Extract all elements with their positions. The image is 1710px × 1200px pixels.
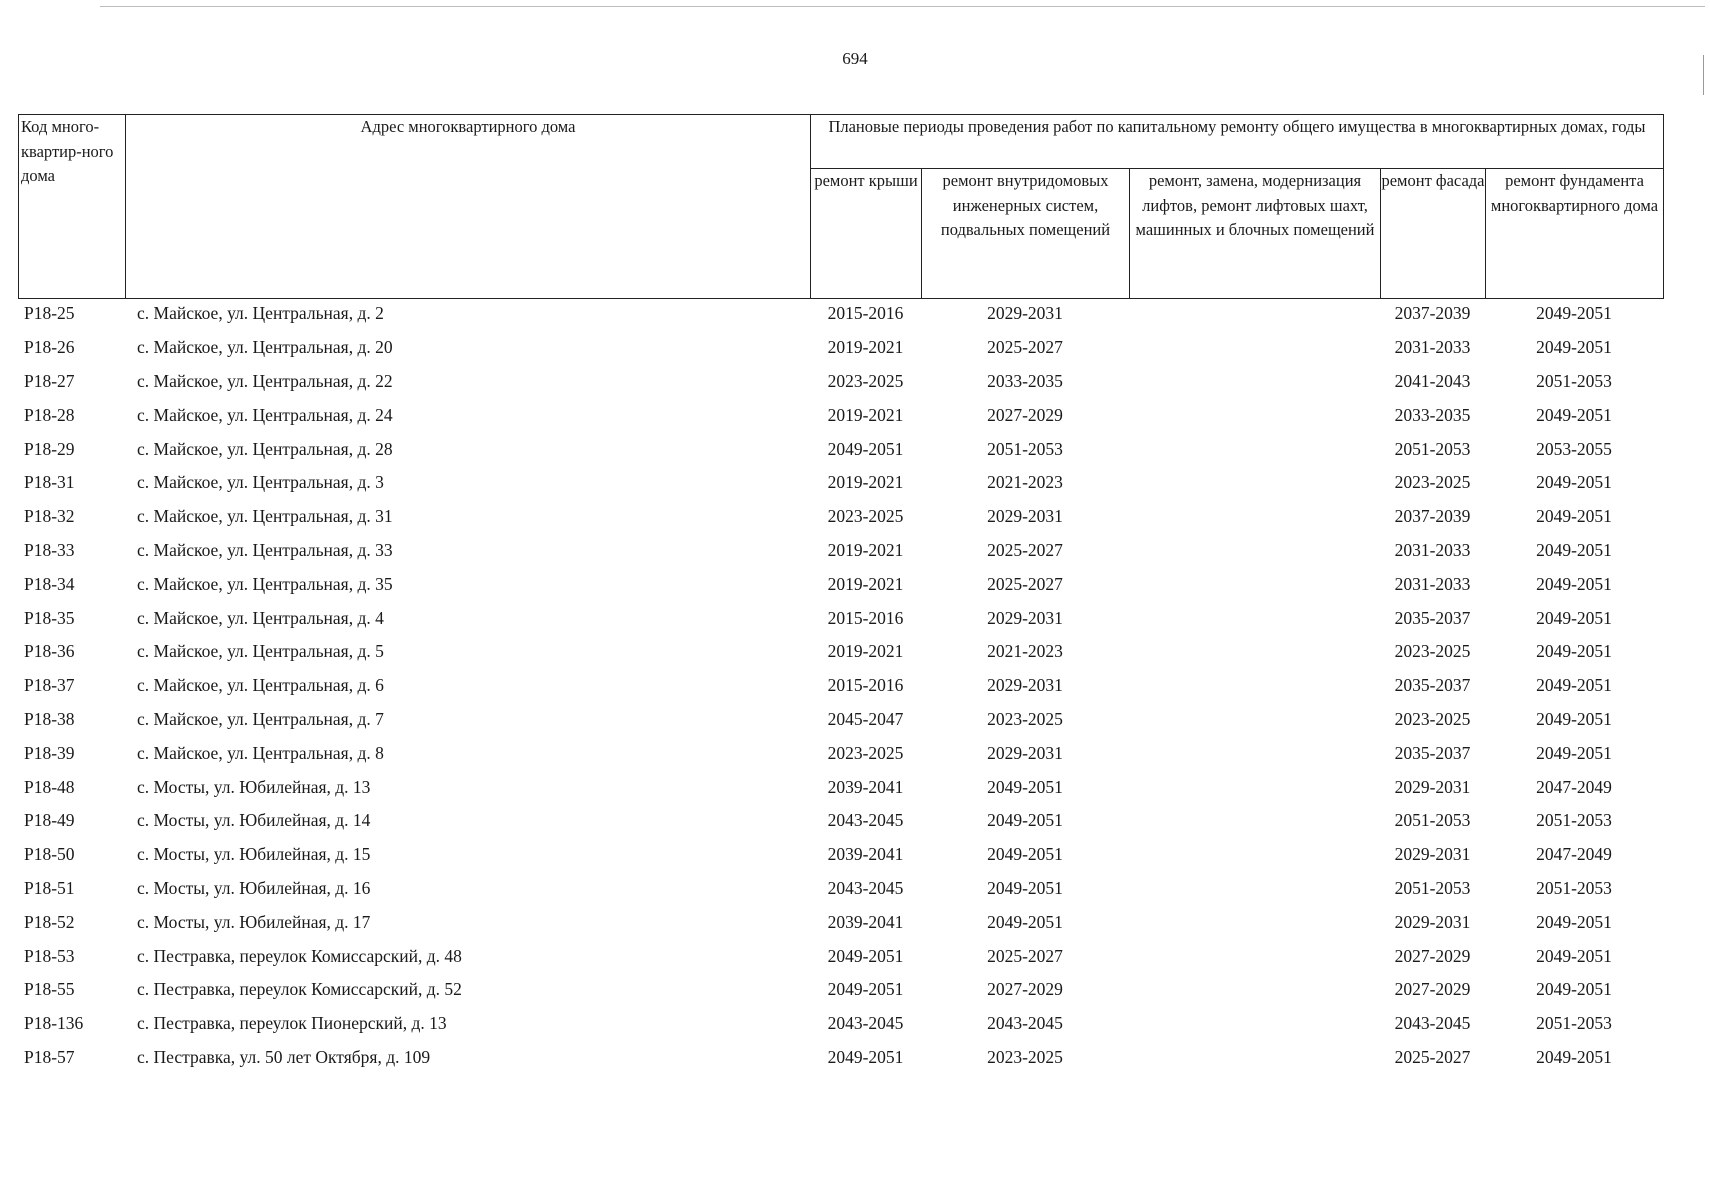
table-row: [18, 331, 1663, 365]
facade-period-cell: 2051-2053: [1394, 438, 1471, 459]
roof-period-cell: 2043-2045: [827, 1013, 904, 1034]
roof-period-cell: 2019-2021: [827, 472, 904, 493]
house-code-cell: P18-50: [24, 844, 75, 865]
facade-period-cell: 2035-2037: [1394, 675, 1471, 696]
facade-period-cell: 2023-2025: [1394, 708, 1471, 729]
foundation-period-cell: 2053-2055: [1536, 438, 1612, 459]
roof-period-cell: 2043-2045: [827, 810, 904, 831]
elevators-period-cell: [1129, 331, 1380, 365]
engineering-period-cell: 2029-2031: [987, 303, 1063, 324]
engineering-period-cell: 2021-2023: [987, 641, 1063, 662]
table-row: [18, 365, 1663, 399]
address-cell: с. Майское, ул. Центральная, д. 3: [137, 472, 384, 493]
table-row: [18, 466, 1663, 500]
roof-period-cell: 2045-2047: [827, 708, 904, 729]
address-cell: с. Майское, ул. Центральная, д. 6: [137, 675, 384, 696]
house-code-cell: P18-26: [24, 337, 75, 358]
house-code-cell: P18-49: [24, 810, 75, 831]
roof-period-cell: 2019-2021: [827, 337, 904, 358]
roof-period-cell: 2049-2051: [827, 438, 904, 459]
table-row: [18, 635, 1663, 669]
facade-period-cell: 2023-2025: [1394, 641, 1471, 662]
header-periods: Плановые периоды проведения работ по капитальному ремонту общего имущества в многоквартирных домах, годы: [811, 115, 1664, 169]
address-cell: с. Майское, ул. Центральная, д. 24: [137, 404, 393, 425]
engineering-period-cell: 2049-2051: [987, 810, 1063, 831]
roof-period-cell: 2043-2045: [827, 877, 904, 898]
address-cell: с. Майское, ул. Центральная, д. 7: [137, 708, 384, 729]
roof-period-cell: 2023-2025: [827, 506, 904, 527]
address-cell: с. Мосты, ул. Юбилейная, д. 17: [137, 911, 371, 932]
header-facade: ремонт фасада: [1381, 169, 1486, 299]
engineering-period-cell: 2027-2029: [987, 404, 1063, 425]
engineering-period-cell: 2029-2031: [987, 506, 1063, 527]
engineering-period-cell: 2049-2051: [987, 776, 1063, 797]
engineering-period-cell: 2025-2027: [987, 539, 1063, 560]
facade-period-cell: 2037-2039: [1394, 506, 1471, 527]
table-row: [18, 500, 1663, 534]
foundation-period-cell: 2049-2051: [1536, 675, 1612, 696]
facade-period-cell: 2031-2033: [1394, 573, 1471, 594]
roof-period-cell: 2015-2016: [827, 607, 904, 628]
elevators-period-cell: [1129, 635, 1380, 669]
house-code-cell: P18-34: [24, 573, 75, 594]
table-row: [18, 534, 1663, 568]
address-cell: с. Майское, ул. Центральная, д. 2: [137, 303, 384, 324]
roof-period-cell: 2039-2041: [827, 776, 904, 797]
table-row: [18, 804, 1663, 838]
house-code-cell: P18-38: [24, 708, 75, 729]
facade-period-cell: 2043-2045: [1394, 1013, 1471, 1034]
roof-period-cell: 2023-2025: [827, 370, 904, 391]
foundation-period-cell: 2049-2051: [1536, 539, 1612, 560]
foundation-period-cell: 2049-2051: [1536, 641, 1612, 662]
header-code: Код много-квартир-ного дома: [19, 115, 126, 299]
table-rows: [18, 297, 1663, 1074]
table-row: [18, 398, 1663, 432]
house-code-cell: P18-31: [24, 472, 75, 493]
address-cell: с. Мосты, ул. Юбилейная, д. 15: [137, 844, 371, 865]
roof-period-cell: 2023-2025: [827, 742, 904, 763]
foundation-period-cell: 2051-2053: [1536, 1013, 1612, 1034]
facade-period-cell: 2027-2029: [1394, 979, 1471, 1000]
header-elevators: ремонт, замена, модернизация лифтов, ремонт лифтовых шахт, машинных и блочных помещений: [1130, 169, 1381, 299]
table-body: [18, 297, 1663, 1074]
foundation-period-cell: 2049-2051: [1536, 945, 1612, 966]
address-cell: с. Майское, ул. Центральная, д. 33: [137, 539, 393, 560]
house-code-cell: P18-25: [24, 303, 75, 324]
facade-period-cell: 2037-2039: [1394, 303, 1471, 324]
house-code-cell: P18-35: [24, 607, 75, 628]
table-row: [18, 601, 1663, 635]
house-code-cell: P18-52: [24, 911, 75, 932]
table-row: [18, 770, 1663, 804]
elevators-period-cell: [1129, 365, 1380, 399]
address-cell: с. Майское, ул. Центральная, д. 22: [137, 370, 393, 391]
roof-period-cell: 2039-2041: [827, 911, 904, 932]
engineering-period-cell: 2049-2051: [987, 911, 1063, 932]
elevators-period-cell: [1129, 973, 1380, 1007]
table-row: [18, 939, 1663, 973]
address-cell: с. Майское, ул. Центральная, д. 20: [137, 337, 393, 358]
facade-period-cell: 2029-2031: [1394, 776, 1471, 797]
foundation-period-cell: 2049-2051: [1536, 506, 1612, 527]
elevators-period-cell: [1129, 1041, 1380, 1075]
roof-period-cell: 2039-2041: [827, 844, 904, 865]
table-row: [18, 905, 1663, 939]
foundation-period-cell: 2051-2053: [1536, 810, 1612, 831]
elevators-period-cell: [1129, 432, 1380, 466]
address-cell: с. Пестравка, переулок Пионерский, д. 13: [137, 1013, 447, 1034]
address-cell: с. Майское, ул. Центральная, д. 4: [137, 607, 384, 628]
address-cell: с. Мосты, ул. Юбилейная, д. 16: [137, 877, 371, 898]
roof-period-cell: 2015-2016: [827, 675, 904, 696]
elevators-period-cell: [1129, 398, 1380, 432]
foundation-period-cell: 2049-2051: [1536, 337, 1612, 358]
roof-period-cell: 2049-2051: [827, 979, 904, 1000]
foundation-period-cell: 2049-2051: [1536, 404, 1612, 425]
elevators-period-cell: [1129, 703, 1380, 737]
facade-period-cell: 2025-2027: [1394, 1046, 1471, 1067]
house-code-cell: P18-36: [24, 641, 75, 662]
table-row: [18, 736, 1663, 770]
house-code-cell: P18-53: [24, 945, 75, 966]
foundation-period-cell: 2049-2051: [1536, 742, 1612, 763]
roof-period-cell: 2049-2051: [827, 1046, 904, 1067]
house-code-cell: P18-32: [24, 506, 75, 527]
roof-period-cell: 2019-2021: [827, 573, 904, 594]
house-code-cell: P18-37: [24, 675, 75, 696]
roof-period-cell: 2049-2051: [827, 945, 904, 966]
house-code-cell: P18-48: [24, 776, 75, 797]
foundation-period-cell: 2049-2051: [1536, 708, 1612, 729]
address-cell: с. Мосты, ул. Юбилейная, д. 14: [137, 810, 371, 831]
address-cell: с. Майское, ул. Центральная, д. 8: [137, 742, 384, 763]
engineering-period-cell: 2027-2029: [987, 979, 1063, 1000]
elevators-period-cell: [1129, 567, 1380, 601]
engineering-period-cell: 2029-2031: [987, 675, 1063, 696]
table-row: [18, 1041, 1663, 1075]
facade-period-cell: 2035-2037: [1394, 742, 1471, 763]
elevators-period-cell: [1129, 466, 1380, 500]
header-engineering: ремонт внутридомовых инженерных систем, подвальных помещений: [922, 169, 1130, 299]
engineering-period-cell: 2023-2025: [987, 1046, 1063, 1067]
facade-period-cell: 2023-2025: [1394, 472, 1471, 493]
engineering-period-cell: 2025-2027: [987, 573, 1063, 594]
foundation-period-cell: 2049-2051: [1536, 1046, 1612, 1067]
table-row: [18, 669, 1663, 703]
address-cell: с. Мосты, ул. Юбилейная, д. 13: [137, 776, 371, 797]
elevators-period-cell: [1129, 736, 1380, 770]
facade-period-cell: 2029-2031: [1394, 844, 1471, 865]
foundation-period-cell: 2051-2053: [1536, 370, 1612, 391]
engineering-period-cell: 2029-2031: [987, 607, 1063, 628]
facade-period-cell: 2029-2031: [1394, 911, 1471, 932]
address-cell: с. Пестравка, ул. 50 лет Октября, д. 109: [137, 1046, 431, 1067]
engineering-period-cell: 2023-2025: [987, 708, 1063, 729]
elevators-period-cell: [1129, 601, 1380, 635]
table-row: [18, 567, 1663, 601]
facade-period-cell: 2027-2029: [1394, 945, 1471, 966]
foundation-period-cell: 2049-2051: [1536, 472, 1612, 493]
foundation-period-cell: 2049-2051: [1536, 979, 1612, 1000]
roof-period-cell: 2019-2021: [827, 539, 904, 560]
engineering-period-cell: 2049-2051: [987, 877, 1063, 898]
facade-period-cell: 2031-2033: [1394, 539, 1471, 560]
table-row: [18, 872, 1663, 906]
house-code-cell: P18-28: [24, 404, 75, 425]
house-code-cell: P18-29: [24, 438, 75, 459]
elevators-period-cell: [1129, 804, 1380, 838]
header-foundation: ремонт фундамента многоквартирного дома: [1486, 169, 1664, 299]
address-cell: с. Пестравка, переулок Комиссарский, д. 52: [137, 979, 462, 1000]
address-cell: с. Майское, ул. Центральная, д. 31: [137, 506, 393, 527]
foundation-period-cell: 2049-2051: [1536, 911, 1612, 932]
header-roof: ремонт крыши: [811, 169, 922, 299]
address-cell: с. Пестравка, переулок Комиссарский, д. 48: [137, 945, 462, 966]
engineering-period-cell: 2025-2027: [987, 337, 1063, 358]
elevators-period-cell: [1129, 1007, 1380, 1041]
table-row: [18, 1007, 1663, 1041]
house-code-cell: P18-33: [24, 539, 75, 560]
elevators-period-cell: [1129, 534, 1380, 568]
elevators-period-cell: [1129, 669, 1380, 703]
foundation-period-cell: 2051-2053: [1536, 877, 1612, 898]
facade-period-cell: 2051-2053: [1394, 877, 1471, 898]
elevators-period-cell: [1129, 770, 1380, 804]
engineering-period-cell: 2033-2035: [987, 370, 1063, 391]
house-code-cell: P18-57: [24, 1046, 75, 1067]
engineering-period-cell: 2025-2027: [987, 945, 1063, 966]
table-row: [18, 973, 1663, 1007]
header-address: Адрес многоквартирного дома: [126, 115, 811, 299]
foundation-period-cell: 2049-2051: [1536, 573, 1612, 594]
elevators-period-cell: [1129, 872, 1380, 906]
facade-period-cell: 2051-2053: [1394, 810, 1471, 831]
page-number: 694: [842, 49, 868, 68]
engineering-period-cell: 2049-2051: [987, 844, 1063, 865]
address-cell: с. Майское, ул. Центральная, д. 5: [137, 641, 384, 662]
foundation-period-cell: 2047-2049: [1536, 776, 1612, 797]
elevators-period-cell: [1129, 500, 1380, 534]
house-code-cell: P18-55: [24, 979, 75, 1000]
engineering-period-cell: 2021-2023: [987, 472, 1063, 493]
facade-period-cell: 2041-2043: [1394, 370, 1471, 391]
engineering-period-cell: 2051-2053: [987, 438, 1063, 459]
elevators-period-cell: [1129, 838, 1380, 872]
foundation-period-cell: 2049-2051: [1536, 303, 1612, 324]
facade-period-cell: 2033-2035: [1394, 404, 1471, 425]
house-code-cell: P18-39: [24, 742, 75, 763]
table-header: [18, 114, 1664, 299]
house-code-cell: P18-27: [24, 370, 75, 391]
scan-edge-line: [100, 6, 1705, 7]
table-row: [18, 432, 1663, 466]
table-row: [18, 297, 1663, 331]
house-code-cell: P18-136: [24, 1013, 84, 1034]
roof-period-cell: 2015-2016: [827, 303, 904, 324]
foundation-period-cell: 2049-2051: [1536, 607, 1612, 628]
address-cell: с. Майское, ул. Центральная, д. 35: [137, 573, 393, 594]
elevators-period-cell: [1129, 939, 1380, 973]
roof-period-cell: 2019-2021: [827, 404, 904, 425]
foundation-period-cell: 2047-2049: [1536, 844, 1612, 865]
engineering-period-cell: 2029-2031: [987, 742, 1063, 763]
table-row: [18, 703, 1663, 737]
house-code-cell: P18-51: [24, 877, 75, 898]
facade-period-cell: 2031-2033: [1394, 337, 1471, 358]
facade-period-cell: 2035-2037: [1394, 607, 1471, 628]
table-row: [18, 838, 1663, 872]
elevators-period-cell: [1129, 297, 1380, 331]
engineering-period-cell: 2043-2045: [987, 1013, 1063, 1034]
roof-period-cell: 2019-2021: [827, 641, 904, 662]
address-cell: с. Майское, ул. Центральная, д. 28: [137, 438, 393, 459]
elevators-period-cell: [1129, 905, 1380, 939]
